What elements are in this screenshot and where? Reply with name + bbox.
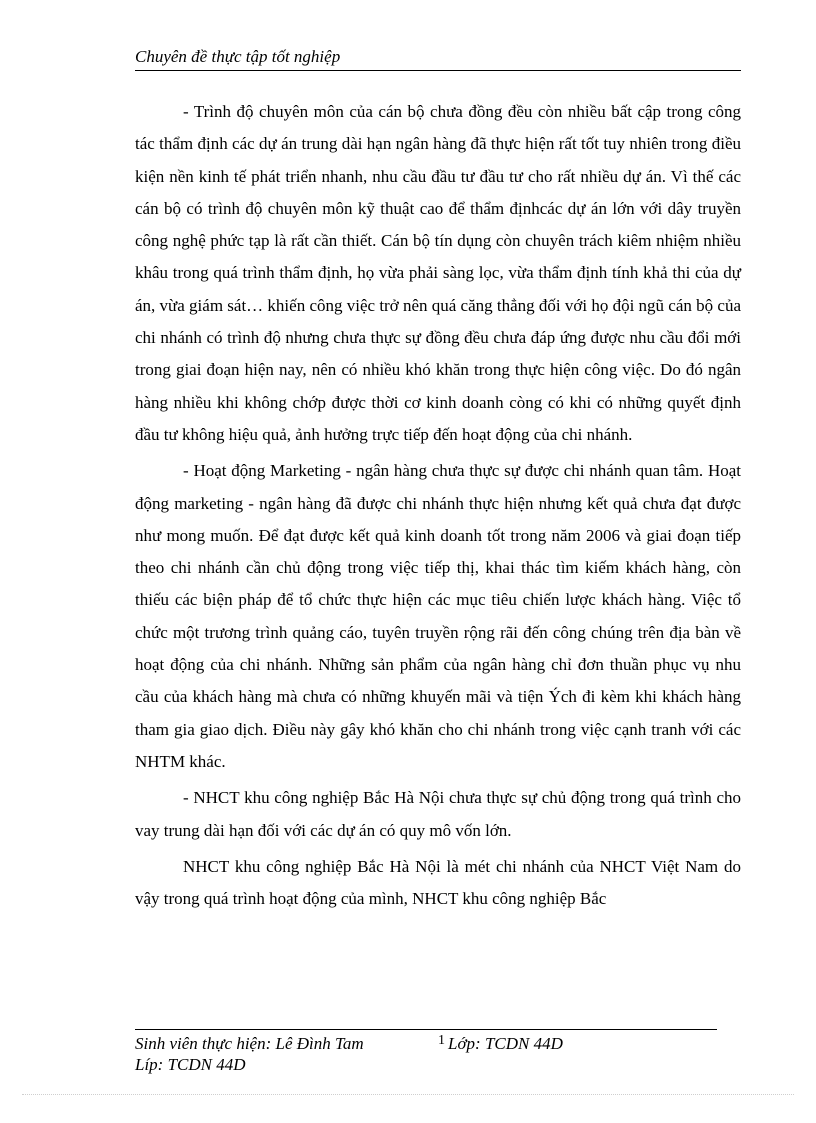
footer-class-label-2: Líp: TCDN 44D <box>135 1055 246 1074</box>
footer-line-1 <box>135 1033 741 1054</box>
paragraph-lending-initiative: - NHCT khu công nghiệp Bắc Hà Nội chưa thực sự chủ động trong quá trình cho vay trung dài hạn đối với các dự án có quy mô vốn lớn. <box>135 788 741 840</box>
page-footer <box>135 1033 741 1075</box>
page-header <box>135 46 741 71</box>
footer-divider <box>135 1029 717 1030</box>
document-body <box>135 96 741 919</box>
paragraph-staff-qualification: - Trình độ chuyên môn của cán bộ chưa đồng đều còn nhiều bất cập trong công tác thẩm định các dự án trung dài hạn ngân hàng đã thực hiện rất tốt tuy nhiên trong điều kiện nền kinh tế phát triển nhanh, nhu cầu đầu tư đầu tư cho rất nhiều dự án. Vì thế các cán bộ có trình độ chuyên môn kỹ thuật cao để thẩm địnhcác dự án lớn với dây truyền công nghệ phức tạp là rất cần thiết. Cán bộ tín dụng còn chuyên trách kiêm nhiệm nhiều khâu trong quá trình thẩm định, họ vừa phải sàng lọc, vừa thẩm định tính khả thi của dự án, vừa giám sát… khiến công việc trở nên quá căng thẳng đối với họ đội ngũ cán bộ của chi nhánh có trình độ nhưng chưa thực sự đồng đều chưa đáp ứng được nhu cầu đổi mới trong giai đoạn hiện nay, nên có nhiều khó khăn trong thực hiện công việc. Do đó ngân hàng nhiều khi không chớp được thời cơ kinh doanh còng có khi có những quyết định đầu tư không hiệu quả, ảnh hưởng trực tiếp đến hoạt động của chi nhánh. <box>135 102 741 444</box>
paragraph-branch-overview: NHCT khu công nghiệp Bắc Hà Nội là mét chi nhánh của NHCT Việt Nam do vậy trong quá trình hoạt động của mình, NHCT khu công nghiệp Bắc <box>135 856 741 909</box>
header-title: Chuyên đề thực tập tốt nghiệp <box>135 47 341 66</box>
footer-page-number: 1 <box>438 1033 445 1048</box>
footer-student-name: Sinh viên thực hiện: Lê Đình Tam <box>135 1034 364 1053</box>
page-bottom-edge <box>22 1094 794 1095</box>
paragraph-marketing: - Hoạt động Marketing - ngân hàng chưa thực sự được chi nhánh quan tâm. Hoạt động marketing - ngân hàng đã được chi nhánh thực hiện nhưng kết quả chưa đạt được như mong muốn. Để đạt được kết quả kinh doanh tốt trong năm 2006 và giai đoạn tiếp theo chi nhánh cần chủ động trong việc tiếp thị, khai thác tìm kiếm khách hàng, còn thiếu các biện pháp để tổ chức thực hiện các mục tiêu chiến lược khách hàng. Việc tổ chức một trương trình quảng cáo, tuyên truyền rộng rãi đến công chúng trên địa bàn về hoạt động của chi nhánh. Những sản phẩm của ngân hàng chỉ đơn thuần phục vụ nhu cầu của khách hàng mà chưa có những khuyến mãi và tiện Ých đi kèm khi khách hàng tham gia giao dịch. Điều này gây khó khăn cho chi nhánh trong việc cạnh tranh với các NHTM khác. <box>135 461 741 771</box>
footer-class-label: Lớp: TCDN 44D <box>448 1034 563 1053</box>
